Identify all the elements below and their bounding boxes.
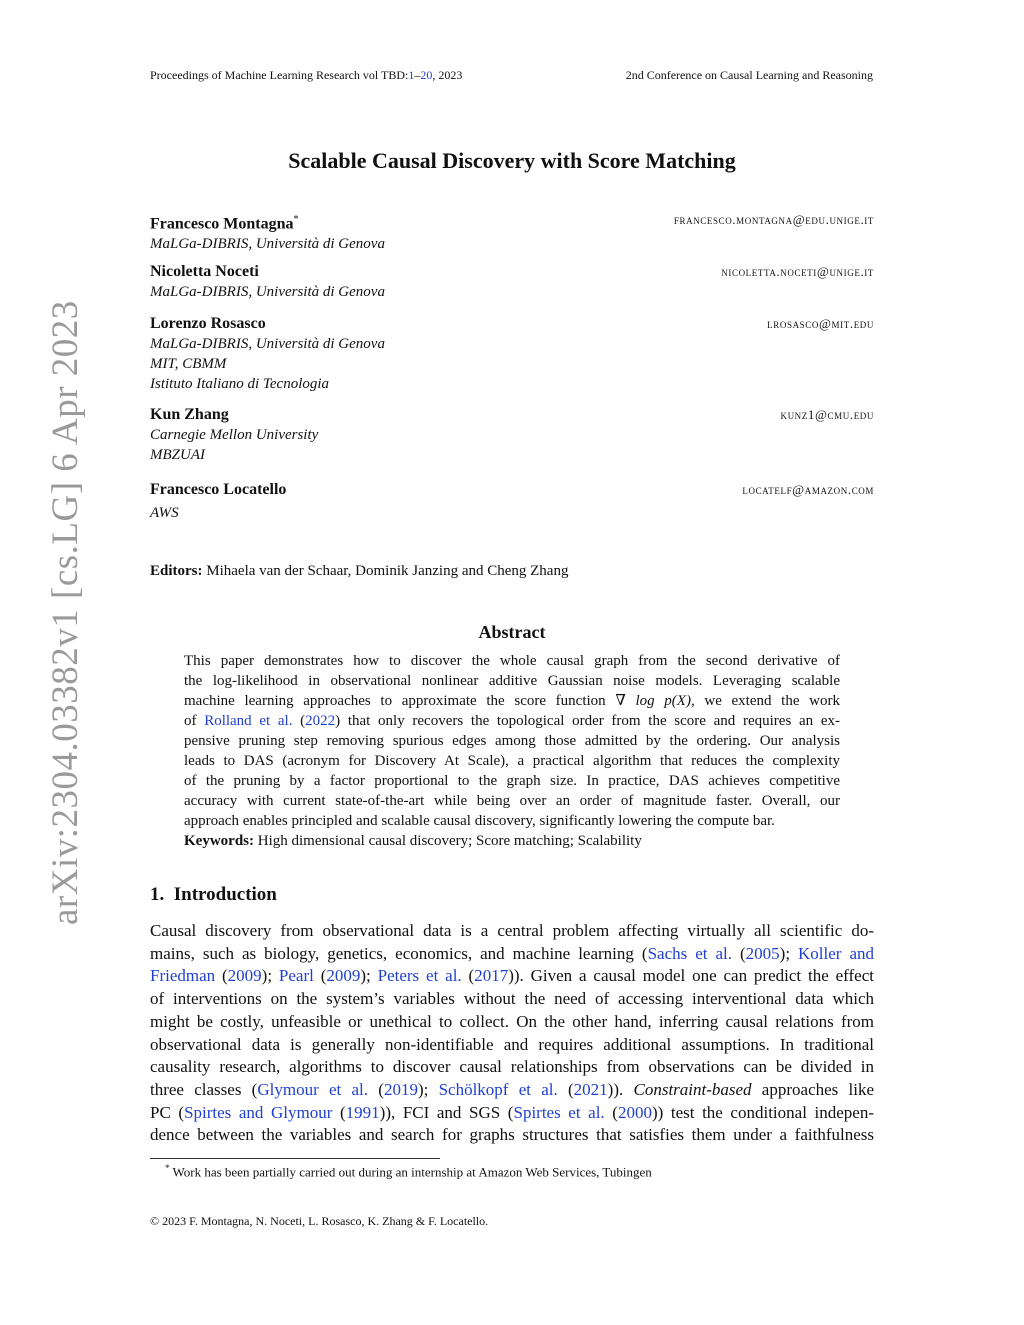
- page-range-end-link[interactable]: 20: [420, 68, 433, 82]
- author-email: kunz1@cmu.edu: [780, 407, 874, 422]
- citation-year-link[interactable]: 2000: [617, 1102, 652, 1122]
- running-header-right: 2nd Conference on Causal Learning and Reasoning: [625, 68, 873, 82]
- editors-label: Editors:: [150, 563, 203, 579]
- citation-year-link[interactable]: 1991: [345, 1102, 380, 1122]
- citation-link[interactable]: Spirtes and Glymour: [184, 1102, 333, 1122]
- editors-names: Mihaela van der Schaar, Dominik Janzing and Cheng Zhang: [206, 563, 569, 579]
- author-affiliation: AWS: [150, 505, 179, 521]
- abstract-line: leads to DAS (acronym for Discovery At Scale), a practical algorithm that reduces the complexity: [184, 753, 840, 769]
- citation-link[interactable]: Peters et al.: [377, 966, 462, 986]
- body-line: might be costly, unfeasible or unethical to collect. On the other hand, inferring causal relations from: [150, 1011, 874, 1031]
- abstract-line: This paper demonstrates how to discover the whole causal graph from the second derivative of: [184, 653, 840, 669]
- citation-year-link[interactable]: 2009: [227, 966, 262, 986]
- abstract-heading: Abstract: [478, 622, 546, 642]
- author-name: Lorenzo Rosasco: [150, 315, 266, 332]
- running-header-left: Proceedings of Machine Learning Research vol TBD:1–20, 2023: [150, 68, 463, 82]
- body-line: Causal discovery from observational data is a central problem affecting virtually all scientific do-: [150, 921, 874, 940]
- footnote: * Work has been partially carried out during an internship at Amazon Web Services, Tubingen: [165, 1163, 652, 1180]
- author-name: Kun Zhang: [150, 406, 229, 423]
- author-email: francesco.montagna@edu.unige.it: [673, 212, 874, 227]
- author-block: [150, 405, 874, 465]
- author-email: lrosasco@mit.edu: [767, 316, 874, 331]
- author-affiliation: MaLGa-DIBRIS, Università di Genova: [150, 236, 385, 253]
- author-block: [150, 262, 874, 302]
- section-heading: 1. Introduction: [150, 884, 277, 905]
- abstract-line: accuracy with current state-of-the-art while being over an order of magnitude faster. Overall, our: [184, 793, 840, 809]
- body-line: mains, such as biology, genetics, economics, and machine learning (Sachs et al. (2005); Koller and: [150, 943, 874, 963]
- citation-link[interactable]: Spirtes et al.: [513, 1102, 605, 1122]
- author-name: Francesco Montagna*: [150, 214, 299, 233]
- citation-link[interactable]: Koller and: [798, 943, 874, 963]
- author-name: Nicoletta Noceti: [150, 263, 259, 280]
- body-line: three classes (Glymour et al. (2019); Schölkopf et al. (2021)). Constraint-based approaches like: [150, 1079, 875, 1099]
- abstract-line: approach enables principled and scalable causal discovery, significantly lowering the compute bar.: [184, 813, 775, 829]
- author-email: locatelf@amazon.com: [742, 482, 874, 497]
- body-line: of interventions on the system’s variables without the need of accessing interventional data which: [150, 989, 874, 1009]
- body-line: Friedman (2009); Pearl (2009); Peters et al. (2017)). Given a causal model one can predict the effect: [150, 966, 874, 986]
- citation-year-link[interactable]: 2017: [474, 966, 509, 986]
- score-function-math: ∇ log p(X): [615, 693, 691, 709]
- author-affiliation: MIT, CBMM: [150, 356, 227, 372]
- citation-year-link[interactable]: 2005: [745, 943, 780, 963]
- citation-year-link[interactable]: 2019: [383, 1079, 418, 1099]
- footnote-marker: *: [165, 1163, 170, 1173]
- citation-link[interactable]: Schölkopf et al.: [438, 1079, 558, 1099]
- citation-link[interactable]: Friedman: [150, 966, 216, 986]
- emphasis-text: Constraint-based: [633, 1079, 752, 1099]
- editors-line: [150, 563, 568, 580]
- body-line: PC (Spirtes and Glymour (1991)), FCI and SGS (Spirtes et al. (2000)) test the conditional indepen-: [150, 1102, 874, 1122]
- author-block: [150, 480, 874, 523]
- page-range-start-link[interactable]: 1: [408, 68, 415, 82]
- author-block: [150, 314, 874, 394]
- abstract-body: [184, 651, 840, 831]
- citation-year-link[interactable]: 2021: [573, 1079, 608, 1099]
- abstract-line: of the pruning by a factor proportional to the graph size. In practice, DAS achieves competitive: [184, 773, 840, 789]
- citation-link[interactable]: Pearl: [278, 966, 314, 986]
- author-email: nicoletta.noceti@unige.it: [721, 264, 874, 279]
- abstract-line: machine learning approaches to approximate the score function ∇ log p(X), we extend the work: [184, 693, 840, 709]
- footnote-marker: *: [293, 214, 299, 225]
- abstract-line: pensive pruning step removing spurious edges among those admitted by the ordering. Our analysis: [184, 733, 840, 749]
- body-line: causality research, algorithms to discover causal relationships from observations can be divided in: [150, 1057, 874, 1077]
- author-affiliation: Istituto Italiano di Tecnologia: [150, 376, 330, 392]
- body-line: dence between the variables and search for graphs structures that satisfies them under a faithfulness: [150, 1125, 874, 1145]
- author-name: Francesco Locatello: [150, 481, 287, 498]
- citation-year-link[interactable]: 2022: [305, 713, 336, 729]
- citation-year-link[interactable]: 2009: [326, 966, 361, 986]
- paper-title: Scalable Causal Discovery with Score Matching: [288, 148, 736, 173]
- author-affiliation: MBZUAI: [150, 447, 205, 463]
- author-affiliation: MaLGa-DIBRIS, Università di Genova: [150, 336, 385, 352]
- citation-link[interactable]: Glymour et al.: [257, 1079, 369, 1099]
- keywords-line: [184, 833, 642, 850]
- abstract-line: the log-likelihood in observational nonlinear additive Gaussian noise models. Leveraging scalable: [184, 673, 840, 689]
- citation-link[interactable]: Rolland et al.: [204, 713, 293, 729]
- abstract-line: of Rolland et al. (2022) that only recovers the topological order from the score and requires an ex-: [184, 713, 840, 729]
- introduction-body: [150, 920, 874, 1147]
- footnote-rule: [150, 1158, 440, 1159]
- author-affiliation: Carnegie Mellon University: [150, 427, 319, 443]
- author-affiliation: MaLGa-DIBRIS, Università di Genova: [150, 284, 385, 300]
- keywords-label: Keywords:: [184, 833, 254, 849]
- keywords-text: High dimensional causal discovery; Score matching; Scalability: [257, 833, 642, 849]
- arxiv-stamp: arXiv:2304.03382v1 [cs.LG] 6 Apr 2023: [45, 300, 86, 925]
- body-line: observational data is generally non-identifiable and requires additional assumptions. In traditional: [150, 1034, 874, 1054]
- citation-link[interactable]: Sachs et al.: [647, 943, 732, 963]
- copyright-notice: © 2023 F. Montagna, N. Noceti, L. Rosasco, K. Zhang & F. Locatello.: [150, 1214, 489, 1228]
- author-block: [150, 210, 874, 254]
